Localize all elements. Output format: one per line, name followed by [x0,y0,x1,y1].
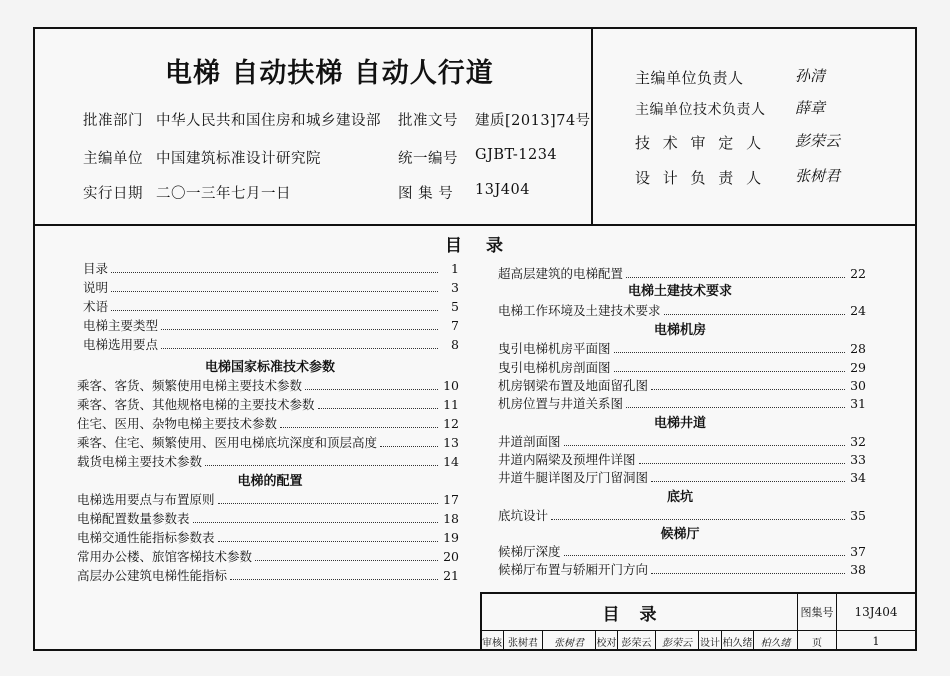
toc-entry-page: 14 [443,454,459,469]
toc-entry-label: 目录 [83,261,109,276]
toc-entry[interactable] [83,278,459,294]
toc-entry[interactable] [498,339,866,355]
toc-entry[interactable] [498,376,866,392]
toc-entry-label: 电梯交通性能指标参数表 [77,530,215,545]
toc-leader [111,272,438,273]
toc-entry-page: 8 [451,337,459,352]
toc-entry[interactable] [498,560,866,576]
toc-entry-label: 候梯厅布置与轿厢开门方向 [498,562,649,577]
toc-entry-label: 乘客、住宅、频繁使用、医用电梯底坑深度和顶层高度 [77,435,378,450]
editor-unit-value: 中国建筑标准设计研究院 [156,151,321,167]
toc-entry-page: 24 [850,303,866,318]
signature-chief: 孙清 [795,67,826,85]
title-block-page-label: 页 [812,637,822,649]
toc-leader [614,352,845,353]
toc-entry-page: 17 [443,492,459,507]
toc-entry-page: 5 [451,299,459,314]
toc-entry-label: 电梯配置数量参数表 [77,511,190,526]
toc-leader [564,555,845,556]
toc-entry[interactable] [83,297,459,313]
toc-entry[interactable] [498,358,866,374]
toc-entry-label: 载货电梯主要技术参数 [77,454,203,469]
toc-entry[interactable] [498,301,866,317]
toc-section-shaft: 电梯井道 [653,416,706,431]
toc-leader [380,446,438,447]
toc-entry[interactable] [77,509,459,525]
toc-leader [664,314,845,315]
toc-leader [230,579,438,580]
toc-leader [651,389,845,390]
toc-entry-page: 20 [443,549,459,564]
toc-leader [651,481,845,482]
toc-entry-page: 21 [443,568,459,583]
toc-entry-page: 18 [443,511,459,526]
title-block-page-value: 1 [872,634,880,648]
toc-entry-label: 机房钢梁布置及地面留孔图 [498,378,649,393]
title-block-check-label: 校对 [596,637,617,649]
toc-entry-label: 乘客、客货、其他规格电梯的主要技术参数 [77,397,315,412]
toc-section-config: 电梯的配置 [237,474,303,489]
toc-entry-label: 井道内隔梁及预埋件详图 [498,452,636,467]
toc-leader [305,389,438,390]
toc-entry-label: 术语 [83,299,109,314]
toc-entry-label: 电梯主要类型 [83,318,159,333]
toc-section-national: 电梯国家标准技术参数 [204,360,335,375]
toc-entry-page: 29 [850,360,866,375]
title-block-check-name: 彭荣云 [621,637,652,649]
toc-leader [318,408,438,409]
toc-entry-label: 曳引电梯机房平面图 [498,341,611,356]
toc-entry-page: 12 [443,416,459,431]
title-block-review-signature: 张树君 [554,637,584,649]
responsible-role-review: 技 术 审 定 人 [635,134,766,152]
toc-leader [161,348,438,349]
approval-no-label: 批准文号 [398,113,458,129]
toc-entry[interactable] [498,394,866,410]
toc-leader [551,519,845,520]
toc-leader [626,407,845,408]
title-block-review-name: 张树君 [508,637,538,649]
atlas-no-value: 13J404 [475,182,530,198]
signature-review: 彭荣云 [795,132,841,150]
toc-entry-page: 34 [850,470,866,485]
atlas-no-label: 图 集 号 [398,186,454,202]
impl-date-value: 二〇一三年七月一日 [156,186,291,202]
toc-entry[interactable] [77,395,459,411]
header-divider [35,224,915,226]
unified-no-label: 统一编号 [398,151,458,167]
toc-leader [218,503,438,504]
title-block-design-label: 设计 [700,637,720,649]
toc-leader [255,560,438,561]
editor-unit-label: 主编单位 [83,151,143,167]
toc-entry[interactable] [77,433,459,449]
signature-tech: 薛章 [795,99,826,117]
impl-date-label: 实行日期 [83,186,143,202]
toc-leader [111,310,438,311]
title-block-atlas-label: 图集号 [800,606,834,619]
toc-leader [205,465,438,466]
toc-entry[interactable] [498,468,866,484]
toc-entry-label: 超高层建筑的电梯配置 [498,266,624,281]
toc-leader [111,291,438,292]
toc-entry[interactable] [498,506,866,522]
toc-leader [639,463,845,464]
toc-section-pit: 底坑 [666,490,693,505]
toc-leader [564,445,845,446]
toc-entry-page: 7 [451,318,459,333]
toc-entry[interactable] [77,566,459,582]
toc-entry-page: 37 [850,544,866,559]
toc-entry[interactable] [498,432,866,448]
toc-entry-label: 井道剖面图 [498,434,561,449]
approval-no-value: 建质[2013]74号 [475,113,591,129]
toc-entry-page: 10 [443,378,459,393]
toc-entry[interactable] [498,450,866,466]
toc-entry-label: 乘客、客货、频繁使用电梯主要技术参数 [77,378,303,393]
toc-entry-label: 高层办公建筑电梯性能指标 [77,568,228,583]
toc-entry[interactable] [77,452,459,468]
toc-leader [280,427,438,428]
toc-entry-page: 30 [850,378,866,393]
toc-entry-label: 井道牛腿详图及厅门留洞图 [498,470,649,485]
signature-design: 张树君 [795,167,841,185]
title-block-check-signature: 彭荣云 [662,637,692,649]
toc-leader [161,329,438,330]
toc-entry-page: 28 [850,341,866,356]
responsible-role-chief: 主编单位负责人 [635,69,744,87]
toc-entry-label: 电梯工作环境及土建技术要求 [498,303,661,318]
responsible-role-design: 设 计 负 责 人 [635,169,766,187]
header-vertical-divider [591,29,593,224]
toc-entry-label: 电梯选用要点与布置原则 [77,492,215,507]
toc-entry[interactable] [83,335,459,351]
unified-no-value: GJBT-1234 [475,147,558,163]
title-block-name: 目录 [602,604,677,625]
toc-entry-page: 31 [850,396,866,411]
toc-entry-label: 电梯选用要点 [83,337,159,352]
title-block-design-name: 柏久绪 [722,637,753,649]
toc-entry-label: 底坑设计 [498,508,549,523]
toc-entry-label: 候梯厅深度 [498,544,561,559]
toc-entry[interactable] [77,547,459,563]
toc-entry-page: 1 [451,261,459,276]
toc-entry-page: 13 [443,435,459,450]
title-block-review-label: 审核 [482,637,502,649]
toc-entry[interactable] [77,490,459,506]
toc-entry[interactable] [77,414,459,430]
toc-entry-label: 住宅、医用、杂物电梯主要技术参数 [77,416,278,431]
drawing-sheet [33,27,917,651]
main-title: 电梯 自动扶梯 自动人行道 [165,58,494,89]
responsible-role-tech: 主编单位技术负责人 [635,102,766,118]
toc-leader [218,541,438,542]
toc-entry-page: 33 [850,452,866,467]
toc-title: 目录 [445,236,527,256]
approval-dept-value: 中华人民共和国住房和城乡建设部 [156,113,381,129]
title-block-atlas-value: 13J404 [854,605,898,619]
toc-entry-page: 38 [850,562,866,577]
toc-entry[interactable] [83,316,459,332]
toc-entry[interactable] [77,376,459,392]
toc-entry-label: 说明 [83,280,109,295]
toc-entry-page: 19 [443,530,459,545]
toc-entry-label: 机房位置与井道关系图 [498,396,624,411]
toc-entry-page: 3 [451,280,459,295]
toc-entry[interactable] [498,264,866,280]
title-block-design-signature: 柏久绪 [760,637,791,649]
toc-entry-page: 35 [850,508,866,523]
toc-entry[interactable] [77,528,459,544]
toc-entry-page: 11 [443,397,459,412]
toc-entry-page: 22 [850,266,866,281]
toc-section-hall: 候梯厅 [660,527,700,542]
toc-entry-page: 32 [850,434,866,449]
toc-entry-label: 常用办公楼、旅馆客梯技术参数 [77,549,253,564]
toc-section-machine-room: 电梯机房 [653,323,706,338]
toc-leader [193,522,438,523]
toc-leader [651,573,845,574]
toc-entry[interactable] [498,542,866,558]
toc-entry[interactable] [83,259,459,275]
toc-entry-label: 曳引电梯机房剖面图 [498,360,611,375]
toc-leader [614,371,845,372]
toc-leader [626,277,845,278]
toc-section-civil: 电梯土建技术要求 [627,284,732,299]
approval-dept-label: 批准部门 [83,113,143,129]
